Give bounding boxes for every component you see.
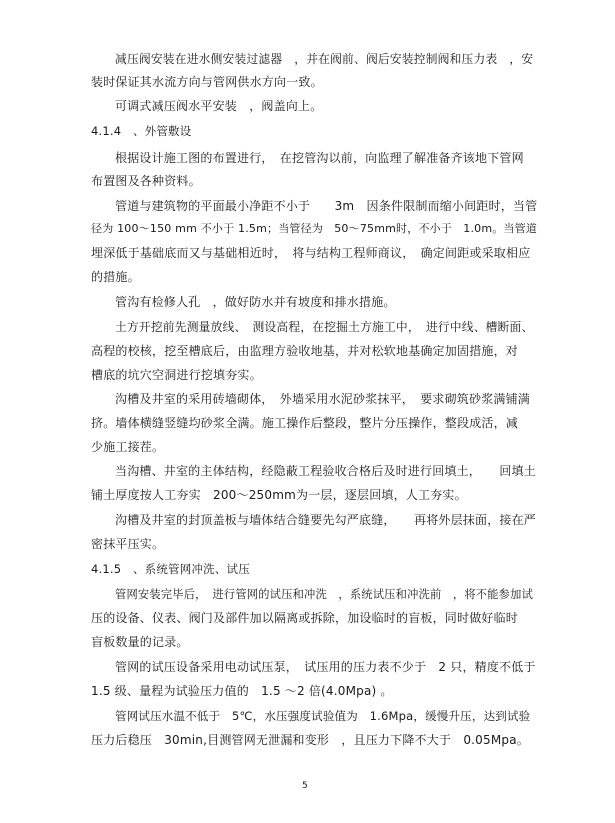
para-6-line-1: 土方开挖前先测量放线、 测设高程，在挖掘土方施工中， 进行中线、槽断面、 bbox=[115, 320, 534, 334]
para-7-line-1: 沟槽及井室的采用砖墙砌体， 外墙采用水泥砂浆抹平， 要求砌筑砂浆满铺满 bbox=[115, 392, 531, 406]
page-number: 5 bbox=[302, 781, 308, 791]
para-6-line-3: 槽底的坑穴空洞进行挖填夯实。 bbox=[91, 368, 262, 382]
para-4-line-1: 管道与建筑物的平面最小净距不小于 3m 因条件限制而缩小间距时，当管 bbox=[115, 199, 538, 213]
para-2-line-1: 可调式减压阀水平安装 ，阀盖向上。 bbox=[115, 99, 323, 113]
para-10-line-1: 管网安装完毕后， 进行管网的试压和冲洗 ，系统试压和冲洗前 ，将不能参加试 bbox=[115, 588, 534, 601]
para-4-line-3: 埋深低于基础底而又与基础相近时， 将与结构工程师商议， 确定间距或采取相应 bbox=[91, 246, 531, 260]
para-3-line-1: 根据设计施工图的布置进行， 在挖管沟以前，向监理了解准备齐该地下管网 bbox=[115, 151, 524, 165]
para-8-line-1: 当沟槽、井室的主体结构，经隐蔽工程验收合格后及时进行回填土， 回填土 bbox=[115, 464, 537, 478]
para-10-line-3: 盲板数量的记录。 bbox=[91, 635, 189, 649]
para-4-line-4: 的措施。 bbox=[91, 270, 140, 284]
para-11-line-2: 1.5 级、量程为试验压力值的 1.5 ～2 倍(4.0Mpa) 。 bbox=[91, 684, 393, 698]
para-5-line-1: 管沟有检修人孔 ，做好防水并有坡度和排水措施。 bbox=[115, 295, 396, 309]
para-9-line-1: 沟槽及井室的封顶盖板与墙体结合缝要先勾严底缝， 再将外层抹面，接在严 bbox=[115, 513, 537, 527]
para-12-line-1: 管网试压水温不低于 5℃，水压强度试验值为 1.6Mpa，缓慢升压，达到试验 bbox=[115, 709, 531, 723]
para-6-line-2: 高程的校核，挖至槽底后，由监理方验收地基，并对松软地基确定加固措施，对 bbox=[91, 344, 519, 358]
para-1-line-2: 装时保证其水流方向与管网供水方向一致。 bbox=[91, 75, 323, 89]
para-3-line-2: 布置图及各种资料。 bbox=[91, 174, 201, 188]
section-heading-4-1-4: 4.1.4 、外管敷设 bbox=[91, 124, 192, 138]
para-1-line-1: 减压阀安装在进水侧安装过滤器 ，并在阀前、阀后安装控制阀和压力表 ，安 bbox=[115, 52, 534, 66]
para-10-line-2: 压的设备、仪表、阀门及部件加以隔离或拆除，加设临时的盲板，同时做好临时 bbox=[91, 611, 519, 625]
para-12-line-2: 压力后稳压 30min,目测管网无泄漏和变形 ，且压力下降不大于 0.05Mpa。 bbox=[91, 733, 529, 747]
para-11-line-1: 管网的试压设备采用电动试压泵， 试压用的压力表不少于 2 只，精度不低于 bbox=[115, 660, 536, 674]
para-4-line-2: 径为 100～150 mm 不小于 1.5m；当管径为 50～75mm时，不小于 1.0m。当管道 bbox=[91, 222, 538, 235]
para-9-line-2: 密抹平压实。 bbox=[91, 537, 165, 551]
para-8-line-2: 铺土厚度按人工夯实 200～250mm为一层，逐层回填，人工夯实。 bbox=[91, 488, 467, 502]
para-7-line-2: 挤。墙体横缝竖缝均砂浆全满。施工操作后整段，整片分压操作，整段成活，减 bbox=[91, 416, 519, 430]
para-7-line-3: 少施工接茬。 bbox=[91, 440, 165, 454]
section-heading-4-1-5: 4.1.5 、系统管网冲洗、试压 bbox=[91, 562, 250, 576]
